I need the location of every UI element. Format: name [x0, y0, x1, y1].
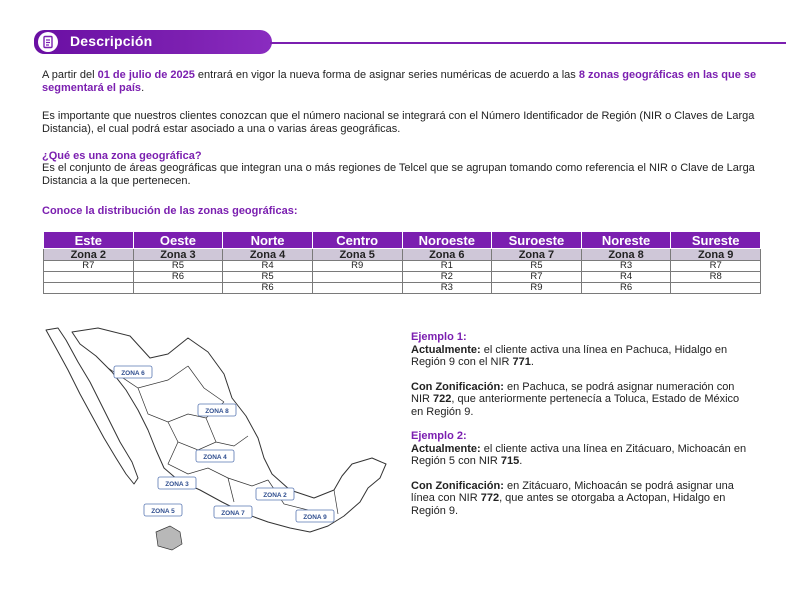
table-cell	[44, 283, 134, 294]
zones-table	[43, 231, 761, 294]
table-cell: R4	[223, 261, 313, 272]
table-cell: R5	[223, 272, 313, 283]
table-cell: R6	[581, 283, 671, 294]
question-answer: Es el conjunto de áreas geográficas que integran una o más regiones de Telcel que se agrupan tomando como referencia el NIR o Clave de Larga Distancia a la que pertenecen.	[42, 162, 755, 187]
table-header: Centro	[312, 232, 402, 249]
table-header: Noroeste	[402, 232, 492, 249]
zone-cell: Zona 6	[402, 249, 492, 261]
nir-value: 722	[433, 393, 452, 405]
distribution-title: Conoce la distribución de las zonas geográficas:	[42, 205, 298, 217]
table-cell: R7	[44, 261, 134, 272]
zone-cell: Zona 9	[671, 249, 761, 261]
text: , que anteriormente pertenecía a Toluca, Estado de México en Región 9.	[411, 393, 740, 418]
table-cell: R1	[402, 261, 492, 272]
table-cell	[312, 272, 402, 283]
example-2-zoning	[411, 480, 747, 518]
text: el cliente activa una línea en Zitácuaro, Michoacán en Región 5 con NIR	[411, 442, 747, 467]
examples-block	[411, 331, 747, 517]
table-cell: R8	[671, 272, 761, 283]
example-1-current: Actualmente: el cliente activa una línea en Pachuca, Hidalgo en Región 9 con el NIR 771.	[411, 343, 728, 368]
zone-cell: Zona 2	[44, 249, 134, 261]
table-row	[44, 261, 761, 272]
zone-cell: Zona 4	[223, 249, 313, 261]
zone-7-label: ZONA 7	[221, 510, 245, 517]
table-header: Noreste	[581, 232, 671, 249]
label: Con Zonificación:	[411, 380, 504, 393]
table-cell	[133, 283, 223, 294]
table-cell: R5	[492, 261, 582, 272]
table-cell: R6	[223, 283, 313, 294]
intro-date: 01 de julio de 2025	[97, 69, 195, 81]
nir-value: 772	[480, 492, 500, 504]
nir-value: 771	[512, 356, 531, 368]
table-cell: R4	[581, 272, 671, 283]
table-header: Suroeste	[492, 232, 582, 249]
table-header: Sureste	[671, 232, 761, 249]
text: en Pachuca, se podrá asignar numeración con NIR	[411, 380, 735, 405]
mexico-zones-map	[38, 318, 398, 558]
zone-5-area	[156, 526, 182, 550]
text: en Zitácuaro, Michoacán se podrá asignar una línea con NIR	[411, 479, 734, 504]
table-header: Oeste	[133, 232, 223, 249]
zone-cell: Zona 5	[312, 249, 402, 261]
table-cell	[312, 283, 402, 294]
zone-5-label: ZONA 5	[151, 508, 175, 515]
table-header: Este	[44, 232, 134, 249]
nir-paragraph: Es importante que nuestros clientes conozcan que el número nacional se integrará con el Número Identificador de Región (NIR o Claves de Larga Distancia), el cual podrá estar asociado a una o varias áreas geográficas.	[42, 110, 755, 135]
zone-2-label: ZONA 2	[263, 492, 287, 499]
zone-4-label: ZONA 4	[203, 454, 227, 461]
table-cell	[671, 283, 761, 294]
table-cell: R5	[133, 261, 223, 272]
text: el cliente activa una línea en Pachuca, Hidalgo en Región 9 con el NIR	[411, 343, 728, 368]
label: Actualmente:	[411, 343, 481, 356]
document-icon	[38, 32, 58, 52]
text: , que antes se otorgaba a Actopan, Hidalgo en Región 9.	[411, 492, 726, 517]
section-header	[34, 30, 786, 56]
example-1-title: Ejemplo 1:	[411, 331, 467, 343]
question-title: ¿Qué es una zona geográfica?	[42, 150, 202, 162]
zone-9-label: ZONA 9	[303, 514, 327, 521]
header-rule	[270, 42, 786, 44]
example-1-zoning	[411, 381, 747, 419]
table-cell: R6	[133, 272, 223, 283]
intro-text: entrará en vigor la nueva forma de asignar series numéricas de acuerdo a las	[194, 69, 579, 81]
table-cell: R9	[312, 261, 402, 272]
nir-value: 715	[500, 455, 520, 467]
label: Con Zonificación:	[411, 479, 504, 492]
zone-cell: Zona 8	[581, 249, 671, 261]
zone-row	[44, 249, 761, 261]
zone-3-label: ZONA 3	[165, 481, 189, 488]
table-cell: R3	[581, 261, 671, 272]
mainland-shape	[72, 328, 386, 532]
label: Actualmente:	[411, 442, 481, 455]
zone-cell: Zona 3	[133, 249, 223, 261]
intro-text: .	[141, 81, 145, 94]
table-row	[44, 272, 761, 283]
table-cell: R3	[402, 283, 492, 294]
table-cell: R7	[492, 272, 582, 283]
table-row	[44, 283, 761, 294]
zone-6-label: ZONA 6	[121, 370, 145, 377]
intro-paragraph	[42, 69, 760, 94]
zone-8-label: ZONA 8	[205, 408, 229, 415]
intro-text: A partir del	[42, 69, 98, 81]
zone-cell: Zona 7	[492, 249, 582, 261]
example-2-title: Ejemplo 2:	[411, 430, 467, 442]
table-cell: R2	[402, 272, 492, 283]
intro-highlight: 8 zonas geográficas en las que se segmentará el país	[42, 69, 757, 94]
table-cell: R9	[492, 283, 582, 294]
example-2-current: Actualmente: el cliente activa una línea en Zitácuaro, Michoacán en Región 5 con NIR 715.	[411, 442, 747, 467]
table-header: Norte	[223, 232, 313, 249]
page-title: Descripción	[70, 33, 153, 49]
table-cell	[44, 272, 134, 283]
table-header-row	[44, 232, 761, 249]
table-cell: R7	[671, 261, 761, 272]
